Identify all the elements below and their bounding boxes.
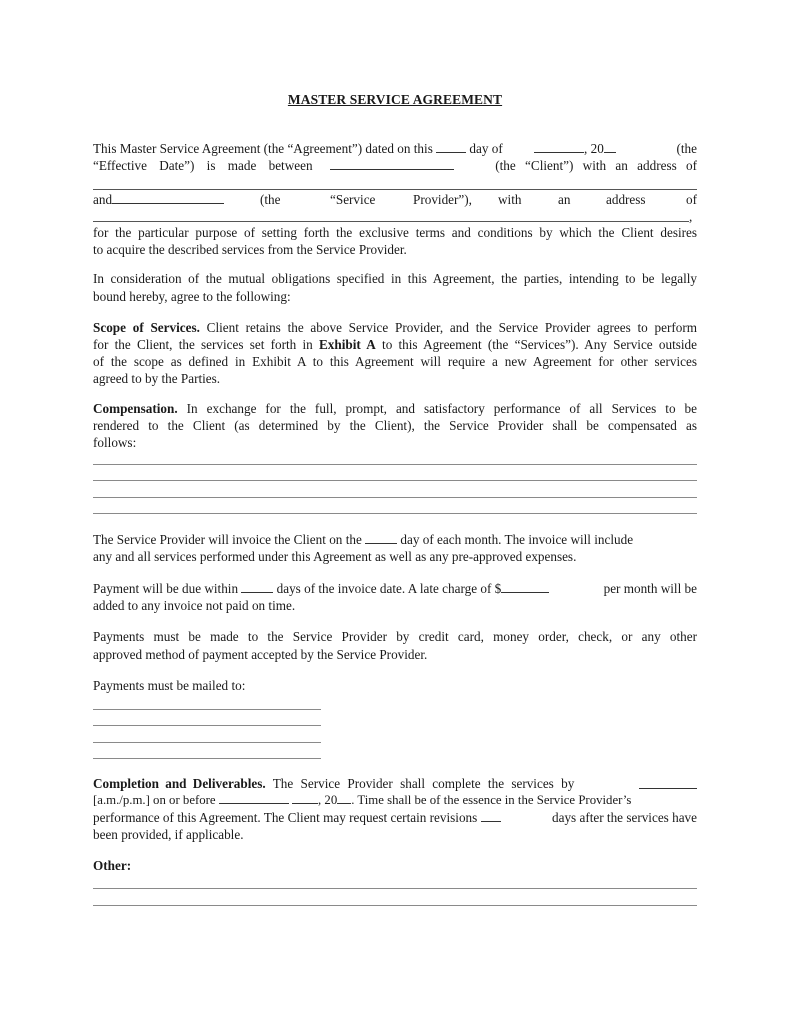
compensation-line-3: follows: bbox=[93, 435, 137, 450]
invoice-line-2: any and all services performed under this Agreement as well as any pre-approved expenses. bbox=[93, 549, 577, 564]
intro-comma: , bbox=[689, 209, 693, 224]
compensation-blank-1[interactable] bbox=[93, 464, 697, 465]
scope-line-1 bbox=[93, 319, 697, 336]
intro-text: Provider”), bbox=[413, 192, 472, 207]
mailing-label: Payments must be mailed to: bbox=[93, 678, 246, 693]
payment-due-line-2: added to any invoice not paid on time. bbox=[93, 598, 296, 613]
scope-heading: Scope of Services. bbox=[93, 320, 200, 335]
completion-date-blank[interactable] bbox=[219, 792, 289, 804]
payment-method-line-2: approved method of payment accepted by the Service Provider. bbox=[93, 647, 428, 662]
mailing-address-blank-4[interactable] bbox=[93, 758, 321, 759]
intro-text: This Master Service Agreement (the “Agreement”) dated on this bbox=[93, 141, 433, 156]
payment-due-text: per month will be bbox=[603, 581, 697, 596]
intro-text: (the bbox=[676, 141, 697, 156]
scope-line-3: of the scope as defined in Exhibit A to this Agreement will require a new Agreement for other services bbox=[93, 354, 697, 369]
invoice-day-blank[interactable] bbox=[365, 532, 397, 544]
provider-name-blank[interactable] bbox=[112, 192, 224, 204]
payment-method-line-1: Payments must be made to the Service Provider by credit card, money order, check, or any other bbox=[93, 629, 697, 644]
intro-text: an bbox=[558, 192, 571, 207]
day-blank[interactable] bbox=[436, 141, 466, 153]
intro-text: and bbox=[93, 192, 113, 207]
scope-text: for the Client, the services set forth in bbox=[93, 337, 319, 352]
year-blank[interactable] bbox=[604, 141, 616, 153]
completion-text: performance of this Agreement. The Client may request certain revisions bbox=[93, 810, 478, 825]
completion-text: [a.m./p.m.] on or before bbox=[93, 793, 216, 807]
invoice-line-1 bbox=[93, 531, 697, 548]
intro-line-7: to acquire the described services from the Service Provider. bbox=[93, 242, 407, 257]
compensation-line-2: rendered to the Client (as determined by the Client), the Service Provider shall be compensated as bbox=[93, 418, 697, 433]
completion-line-3 bbox=[93, 809, 697, 826]
scope-text: to this Agreement (the “Services”). Any Service outside bbox=[375, 337, 697, 352]
late-charge-blank[interactable] bbox=[501, 581, 549, 593]
completion-line-1 bbox=[93, 775, 697, 792]
client-address-blank[interactable] bbox=[93, 189, 697, 190]
completion-line-2 bbox=[93, 792, 697, 809]
intro-text: (the bbox=[260, 192, 281, 207]
compensation-line-1 bbox=[93, 400, 697, 417]
completion-text: , 20 bbox=[318, 793, 338, 807]
compensation-text: In exchange for the full, prompt, and satisfactory performance of all Services to be bbox=[177, 401, 697, 416]
exhibit-a-reference: Exhibit A bbox=[318, 337, 376, 352]
completion-time-blank[interactable] bbox=[639, 777, 697, 789]
completion-day-blank[interactable] bbox=[292, 792, 318, 804]
compensation-heading: Compensation. bbox=[93, 401, 178, 416]
completion-text: The Service Provider shall complete the services by bbox=[265, 776, 575, 791]
invoice-text: The Service Provider will invoice the Client on the bbox=[93, 532, 362, 547]
completion-text: . Time shall be of the essence in the Service Provider’s bbox=[351, 793, 632, 807]
compensation-blank-3[interactable] bbox=[93, 497, 697, 498]
consideration-line-1: In consideration of the mutual obligations specified in this Agreement, the parties, intending to be legally bbox=[93, 271, 697, 286]
compensation-blank-4[interactable] bbox=[93, 513, 697, 514]
intro-text: with bbox=[498, 192, 522, 207]
intro-line-1 bbox=[93, 140, 697, 157]
provider-address-blank[interactable] bbox=[93, 221, 689, 222]
intro-line-6: for the particular purpose of setting forth the exclusive terms and conditions by which the Client desires bbox=[93, 225, 697, 240]
intro-text: , 20 bbox=[584, 141, 604, 156]
scope-line-2 bbox=[93, 336, 697, 353]
payment-due-text: days of the invoice date. A late charge of $ bbox=[276, 581, 502, 596]
intro-text: “Effective Date”) is made between bbox=[93, 158, 313, 173]
consideration-line-2: bound hereby, agree to the following: bbox=[93, 289, 291, 304]
compensation-blank-2[interactable] bbox=[93, 480, 697, 481]
completion-year-blank[interactable] bbox=[337, 792, 351, 804]
completion-text: days after the services have bbox=[552, 810, 697, 825]
other-heading: Other: bbox=[93, 858, 132, 873]
mailing-address-blank-3[interactable] bbox=[93, 742, 321, 743]
invoice-text: day of each month. The invoice will include bbox=[400, 532, 634, 547]
other-blank-1[interactable] bbox=[93, 888, 697, 889]
mailing-address-blank-2[interactable] bbox=[93, 725, 321, 726]
intro-text: (the “Client”) with an address of bbox=[495, 158, 697, 173]
completion-line-4: been provided, if applicable. bbox=[93, 827, 244, 842]
scope-text: Client retains the above Service Provider, and the Service Provider agrees to perform bbox=[199, 320, 697, 335]
intro-text: of bbox=[686, 192, 697, 207]
revision-days-blank[interactable] bbox=[481, 810, 501, 822]
payment-due-text: Payment will be due within bbox=[93, 581, 239, 596]
due-days-blank[interactable] bbox=[241, 581, 273, 593]
intro-line-4 bbox=[93, 191, 697, 208]
completion-heading: Completion and Deliverables. bbox=[93, 776, 266, 791]
intro-text: address bbox=[606, 192, 646, 207]
payment-due-line-1 bbox=[93, 580, 697, 597]
intro-text: day of bbox=[469, 141, 503, 156]
client-name-blank[interactable] bbox=[330, 158, 454, 170]
other-blank-2[interactable] bbox=[93, 905, 697, 906]
intro-line-2 bbox=[93, 157, 697, 174]
document-title: MASTER SERVICE AGREEMENT bbox=[287, 92, 503, 107]
month-blank[interactable] bbox=[534, 141, 584, 153]
mailing-address-blank-1[interactable] bbox=[93, 709, 321, 710]
intro-text: “Service bbox=[330, 192, 376, 207]
scope-line-4: agreed to by the Parties. bbox=[93, 371, 221, 386]
